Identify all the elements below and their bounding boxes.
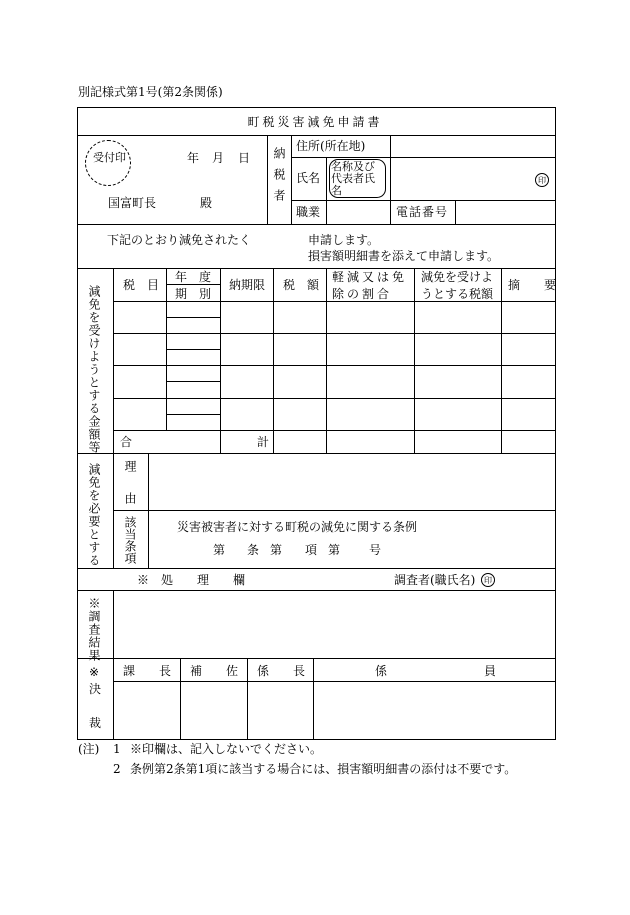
header-requested-amount-2: うとする税額 <box>421 287 494 301</box>
phone-label: 電話番号 <box>396 205 449 219</box>
investigation-label: ※調査結果 <box>87 597 101 662</box>
paragraph-label: 第 <box>270 543 283 557</box>
ordinance-text: 災害被害者に対する町税の減免に関する条例 <box>177 520 418 534</box>
form-number: 別記様式第1号(第2条関係) <box>78 85 223 99</box>
approval-staff-2: 員 <box>484 664 497 678</box>
header-tax-amount: 税 額 <box>283 278 320 292</box>
header-fiscal-year: 年 度 <box>175 270 212 284</box>
occupation-label: 職業 <box>296 205 321 219</box>
paragraph-unit: 項 <box>305 543 318 557</box>
header-requested-amount-1: 減免を受けよ <box>421 270 494 284</box>
approval-mark: ※ <box>89 665 100 679</box>
statement-line2: 損害額明細書を添えて申請します。 <box>308 249 500 263</box>
approval-chief: 課 長 <box>123 664 172 678</box>
taxpayer-seal: 印 <box>535 173 549 187</box>
receipt-month-label: 月 <box>212 151 225 165</box>
article-unit: 条 <box>247 543 260 557</box>
header-reduction-ratio-1: 軽減又は免 <box>332 270 408 284</box>
address-label: 住所(所在地) <box>296 139 366 153</box>
note-1-text: ※印欄は、記入しないでください。 <box>130 742 323 756</box>
note-1-num: 1 <box>113 742 121 756</box>
processing-title: ※ 処 理 欄 <box>137 573 246 587</box>
rep-name-label: 名称及び代表者氏名 <box>331 160 375 197</box>
approval-staff-1: 係 <box>375 664 388 678</box>
investigator-seal: 印 <box>481 573 495 587</box>
taxpayer-label: 納税者 <box>272 147 286 210</box>
amount-section-label: 減免を受けようとする金額等 <box>87 285 101 454</box>
note-2-text: 条例第2条第1項に該当する場合には、損害額明細書の添付は不要です。 <box>130 762 517 776</box>
header-reduction-ratio-2: 除の割合 <box>332 287 393 301</box>
item-unit: 号 <box>369 543 382 557</box>
statement-line1-left: 下記のとおり減免されたく <box>107 233 252 247</box>
approval-section-head: 係 長 <box>257 664 306 678</box>
article-label: 第 <box>213 543 226 557</box>
approval-label-1: 決 <box>89 682 102 696</box>
reason-label: 理由 <box>123 460 137 524</box>
receipt-year-label: 年 <box>187 151 200 165</box>
addressee-honorific: 殿 <box>200 196 213 210</box>
approval-assistant: 補 佐 <box>190 664 239 678</box>
receipt-day-label: 日 <box>238 151 251 165</box>
header-tax-item: 税 目 <box>123 278 160 292</box>
notes-prefix: (注) <box>78 742 100 756</box>
note-2-num: 2 <box>113 762 121 776</box>
header-remarks: 摘 要 <box>508 278 557 292</box>
header-due-date: 納期限 <box>229 278 266 292</box>
name-label: 氏名 <box>296 171 321 185</box>
applicable-clause-label: 該当条項 <box>123 516 137 564</box>
total-label-left: 合 <box>120 435 133 449</box>
approval-label-2: 裁 <box>89 716 102 730</box>
receipt-stamp-label: 受付印 <box>93 151 126 164</box>
addressee: 国富町長 <box>108 196 157 210</box>
investigator-label: 調査者(職氏名) <box>394 573 476 587</box>
reason-section-label: 減免を必要とする <box>87 463 101 567</box>
item-label: 第 <box>328 543 341 557</box>
total-label-right: 計 <box>257 435 270 449</box>
form-title: 町税災害減免申請書 <box>247 115 383 129</box>
header-period: 期 別 <box>175 287 212 301</box>
statement-line1-right: 申請します。 <box>308 233 380 247</box>
